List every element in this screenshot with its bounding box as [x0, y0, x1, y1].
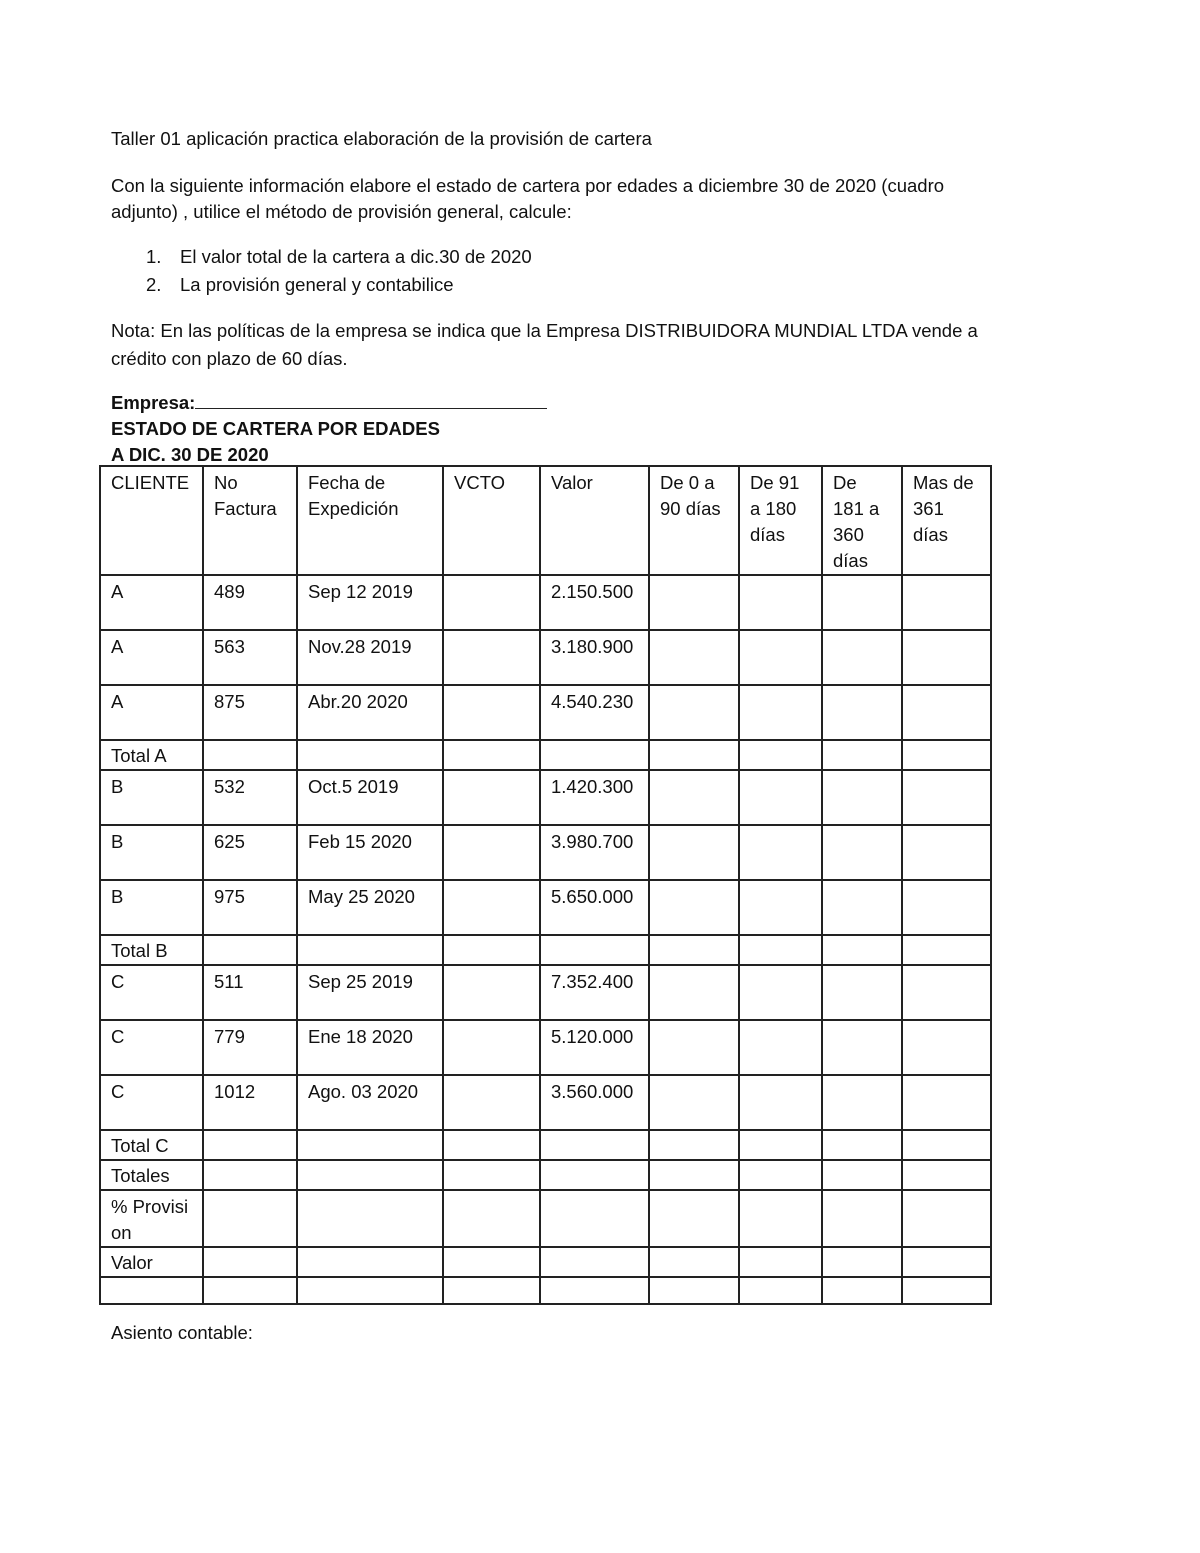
table-cell[interactable] — [649, 1130, 739, 1160]
table-cell[interactable] — [822, 1020, 902, 1075]
table-cell[interactable] — [297, 1247, 443, 1277]
table-row — [100, 1075, 991, 1130]
table-cell: 4.540.230 — [540, 685, 649, 740]
table-cell[interactable] — [443, 965, 540, 1020]
table-header-row — [100, 466, 991, 575]
table-cell[interactable] — [902, 935, 991, 965]
table-cell[interactable] — [649, 770, 739, 825]
table-row — [100, 825, 991, 880]
table-cell[interactable] — [822, 1160, 902, 1190]
task-text: El valor total de la cartera a dic.30 de 2020 — [180, 246, 532, 267]
table-cell[interactable] — [822, 935, 902, 965]
table-cell: Nov.28 2019 — [297, 630, 443, 685]
table-cell: 975 — [203, 880, 297, 935]
table-cell: 1.420.300 — [540, 770, 649, 825]
table-row — [100, 1020, 991, 1075]
table-cell: May 25 2020 — [297, 880, 443, 935]
table-cell[interactable] — [540, 740, 649, 770]
table-cell[interactable] — [297, 1190, 443, 1247]
table-cell[interactable] — [649, 1075, 739, 1130]
table-cell[interactable] — [649, 880, 739, 935]
table-cell: C — [100, 1020, 203, 1075]
table-cell[interactable] — [203, 1160, 297, 1190]
column-header: VCTO — [443, 466, 540, 575]
table-row — [100, 1190, 991, 1247]
table-cell[interactable] — [822, 1277, 902, 1304]
table-cell: 625 — [203, 825, 297, 880]
table-row — [100, 1130, 991, 1160]
table-row — [100, 880, 991, 935]
table-cell[interactable] — [649, 575, 739, 630]
table-cell[interactable] — [902, 1190, 991, 1247]
aging-table — [99, 465, 992, 1305]
table-cell[interactable] — [902, 630, 991, 685]
note-paragraph — [111, 317, 1011, 373]
task-number: 1. — [146, 246, 162, 267]
table-cell: B — [100, 770, 203, 825]
table-cell[interactable] — [822, 740, 902, 770]
table-cell[interactable] — [822, 1190, 902, 1247]
empresa-line — [111, 390, 547, 416]
table-cell[interactable] — [203, 1247, 297, 1277]
table-cell[interactable] — [100, 1277, 203, 1304]
table-row — [100, 575, 991, 630]
table-cell: 7.352.400 — [540, 965, 649, 1020]
table-cell[interactable] — [822, 825, 902, 880]
table-cell[interactable] — [540, 935, 649, 965]
table-cell[interactable] — [739, 935, 822, 965]
table-cell: Ago. 03 2020 — [297, 1075, 443, 1130]
table-cell[interactable] — [739, 965, 822, 1020]
table-cell: 532 — [203, 770, 297, 825]
table-cell[interactable] — [739, 685, 822, 740]
table-cell[interactable] — [540, 1190, 649, 1247]
table-row — [100, 1277, 991, 1304]
table-cell[interactable] — [739, 1247, 822, 1277]
task-number: 2. — [146, 274, 162, 295]
table-cell[interactable] — [902, 685, 991, 740]
table-cell: B — [100, 880, 203, 935]
table-row — [100, 1247, 991, 1277]
table-cell: 1012 — [203, 1075, 297, 1130]
table-cell: 3.560.000 — [540, 1075, 649, 1130]
table-cell[interactable] — [902, 825, 991, 880]
table-cell[interactable] — [902, 1020, 991, 1075]
column-header: No Factura — [203, 466, 297, 575]
table-cell: Total A — [100, 740, 203, 770]
table-cell[interactable] — [649, 1190, 739, 1247]
table-cell[interactable] — [822, 880, 902, 935]
column-header: De 0 a 90 días — [649, 466, 739, 575]
column-header: De 181 a 360 días — [822, 466, 902, 575]
table-cell[interactable] — [540, 1247, 649, 1277]
task-item — [111, 272, 532, 300]
table-row — [100, 965, 991, 1020]
table-cell[interactable] — [822, 575, 902, 630]
column-header: De 91 a 180 días — [739, 466, 822, 575]
table-cell[interactable] — [649, 825, 739, 880]
column-header: Valor — [540, 466, 649, 575]
table-cell: A — [100, 685, 203, 740]
column-header: Mas de 361 días — [902, 466, 991, 575]
note-label: Nota: — [111, 320, 156, 341]
table-cell: 2.150.500 — [540, 575, 649, 630]
asiento-label: Asiento contable: — [111, 1322, 253, 1343]
table-cell[interactable] — [902, 770, 991, 825]
table-cell[interactable] — [649, 740, 739, 770]
table-cell[interactable] — [443, 1277, 540, 1304]
table-cell[interactable] — [902, 1277, 991, 1304]
table-cell[interactable] — [443, 770, 540, 825]
table-cell: Feb 15 2020 — [297, 825, 443, 880]
table-cell: B — [100, 825, 203, 880]
table-cell[interactable] — [203, 1130, 297, 1160]
table-cell: % Provision — [100, 1190, 203, 1247]
table-cell[interactable] — [739, 1020, 822, 1075]
table-cell: 5.650.000 — [540, 880, 649, 935]
table-cell: 779 — [203, 1020, 297, 1075]
table-cell: Sep 25 2019 — [297, 965, 443, 1020]
table-cell[interactable] — [540, 1130, 649, 1160]
table-cell: 489 — [203, 575, 297, 630]
table-cell[interactable] — [739, 1075, 822, 1130]
table-cell: 511 — [203, 965, 297, 1020]
table-cell: Total C — [100, 1130, 203, 1160]
document-title: Taller 01 aplicación practica elaboración de la provisión de cartera — [111, 128, 652, 149]
table-cell[interactable] — [902, 965, 991, 1020]
table-cell[interactable] — [443, 1190, 540, 1247]
table-cell[interactable] — [203, 935, 297, 965]
table-cell[interactable] — [649, 630, 739, 685]
task-list — [111, 244, 532, 300]
table-cell: 563 — [203, 630, 297, 685]
table-cell: C — [100, 1075, 203, 1130]
table-cell: 3.180.900 — [540, 630, 649, 685]
table-cell[interactable] — [203, 1277, 297, 1304]
table-cell[interactable] — [297, 1277, 443, 1304]
table-cell[interactable] — [739, 1190, 822, 1247]
table-cell[interactable] — [649, 1160, 739, 1190]
table-row — [100, 935, 991, 965]
table-cell[interactable] — [822, 1075, 902, 1130]
table-cell[interactable] — [739, 825, 822, 880]
table-cell[interactable] — [902, 880, 991, 935]
table-cell[interactable] — [649, 1247, 739, 1277]
table-cell[interactable] — [739, 770, 822, 825]
table-cell[interactable] — [203, 1190, 297, 1247]
report-header — [111, 390, 547, 468]
table-cell[interactable] — [540, 1277, 649, 1304]
empresa-label: Empresa: — [111, 392, 196, 413]
table-cell[interactable] — [443, 1075, 540, 1130]
table-cell[interactable] — [297, 740, 443, 770]
table-cell[interactable] — [443, 825, 540, 880]
table-cell[interactable] — [822, 1130, 902, 1160]
table-cell: 5.120.000 — [540, 1020, 649, 1075]
table-cell[interactable] — [822, 965, 902, 1020]
table-cell[interactable] — [739, 740, 822, 770]
table-cell[interactable] — [443, 880, 540, 935]
table-row — [100, 685, 991, 740]
intro-paragraph: Con la siguiente información elabore el estado de cartera por edades a diciembre 30 de 2020 (cuadro adjunto) , utilice el método de provisión general, calcule: — [111, 175, 945, 222]
table-row — [100, 630, 991, 685]
table-cell[interactable] — [443, 1020, 540, 1075]
table-cell: Abr.20 2020 — [297, 685, 443, 740]
table-cell[interactable] — [203, 740, 297, 770]
table-cell: Total B — [100, 935, 203, 965]
table-cell[interactable] — [443, 740, 540, 770]
table-row — [100, 740, 991, 770]
column-header: CLIENTE — [100, 466, 203, 575]
table-cell[interactable] — [739, 880, 822, 935]
table-cell[interactable] — [443, 685, 540, 740]
task-text: La provisión general y contabilice — [180, 274, 454, 295]
table-cell: Sep 12 2019 — [297, 575, 443, 630]
table-cell: Valor — [100, 1247, 203, 1277]
report-title: ESTADO DE CARTERA POR EDADES — [111, 418, 440, 439]
table-cell[interactable] — [739, 630, 822, 685]
table-row — [100, 1160, 991, 1190]
table-cell: Ene 18 2020 — [297, 1020, 443, 1075]
table-cell[interactable] — [902, 740, 991, 770]
table-cell: A — [100, 630, 203, 685]
table-cell[interactable] — [443, 575, 540, 630]
table-cell: A — [100, 575, 203, 630]
table-cell[interactable] — [822, 1247, 902, 1277]
table-cell[interactable] — [297, 1130, 443, 1160]
table-cell[interactable] — [822, 685, 902, 740]
table-cell[interactable] — [902, 1130, 991, 1160]
table-row — [100, 770, 991, 825]
table-cell[interactable] — [822, 770, 902, 825]
table-cell[interactable] — [649, 1277, 739, 1304]
table-cell[interactable] — [297, 1160, 443, 1190]
table-cell[interactable] — [739, 575, 822, 630]
empresa-blank-field[interactable] — [195, 390, 547, 409]
table-cell: Oct.5 2019 — [297, 770, 443, 825]
table-cell[interactable] — [902, 1160, 991, 1190]
table-cell[interactable] — [902, 1075, 991, 1130]
table-cell[interactable] — [739, 1277, 822, 1304]
table-cell[interactable] — [902, 575, 991, 630]
table-cell[interactable] — [739, 1160, 822, 1190]
table-cell[interactable] — [443, 1247, 540, 1277]
table-cell[interactable] — [443, 1160, 540, 1190]
note-text: En las políticas de la empresa se indica que la Empresa DISTRIBUIDORA MUNDIAL LTDA vende a crédito con plazo de 60 días. — [111, 320, 978, 369]
table-cell[interactable] — [822, 630, 902, 685]
table-cell: 3.980.700 — [540, 825, 649, 880]
table-cell[interactable] — [649, 685, 739, 740]
table-cell[interactable] — [297, 935, 443, 965]
table-cell: C — [100, 965, 203, 1020]
table-cell[interactable] — [443, 935, 540, 965]
report-date: A DIC. 30 DE 2020 — [111, 444, 269, 465]
table-cell: 875 — [203, 685, 297, 740]
table-cell[interactable] — [902, 1247, 991, 1277]
table-cell: Totales — [100, 1160, 203, 1190]
table-cell[interactable] — [443, 1130, 540, 1160]
table-cell[interactable] — [649, 1020, 739, 1075]
table-cell[interactable] — [649, 935, 739, 965]
table-cell[interactable] — [540, 1160, 649, 1190]
table-cell[interactable] — [739, 1130, 822, 1160]
table-cell[interactable] — [649, 965, 739, 1020]
table-cell[interactable] — [443, 630, 540, 685]
column-header: Fecha de Expedición — [297, 466, 443, 575]
task-item — [111, 244, 532, 272]
